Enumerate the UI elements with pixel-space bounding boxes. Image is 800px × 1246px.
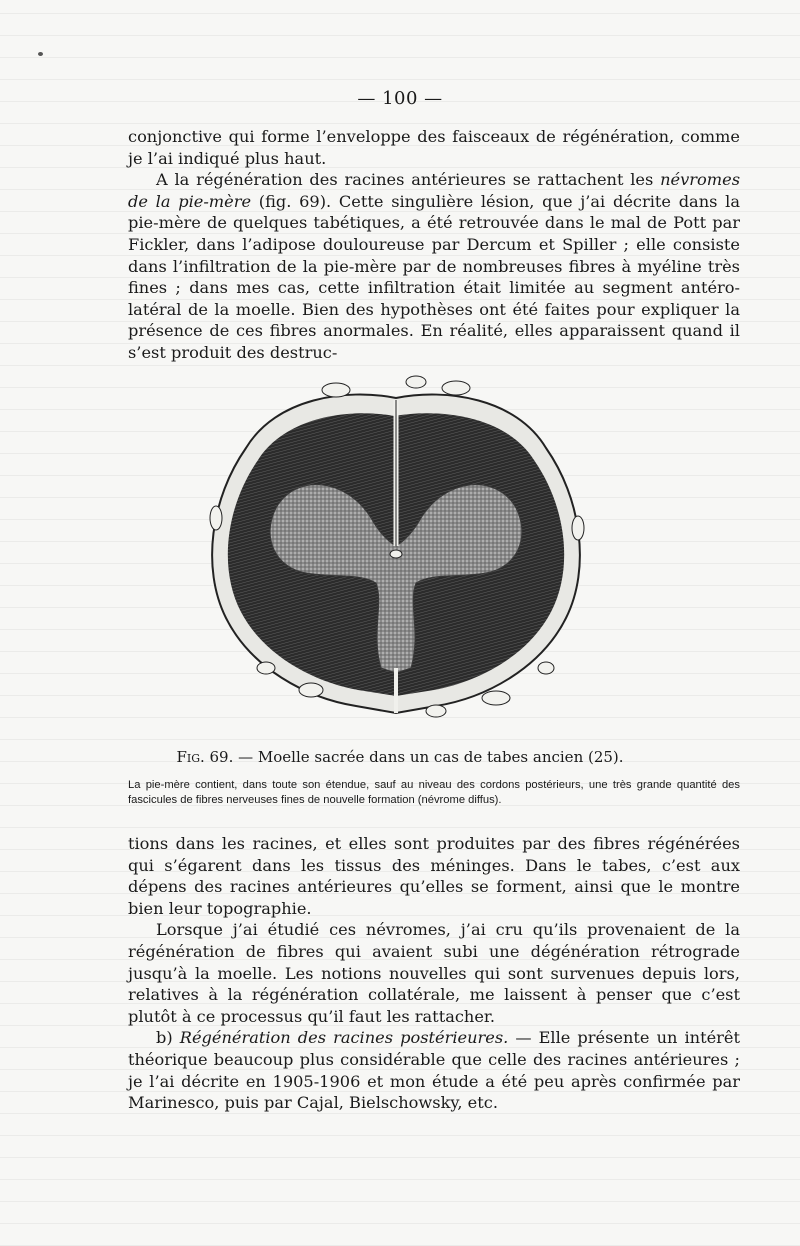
italic-heading-posterior-roots: Régénération des racines postérieures. (179, 1028, 509, 1048)
paragraph-regeneration: Lorsque j’ai étudié ces névromes, j’ai cru qu’ils provenaient de la régénération de fibres qui avaient subi une dégénération rétrograde jusqu’à la moelle. Les notions nouvelles qui sont survenues depuis lors, relatives à la régénération collatérale, me laissent à penser que c’est plutôt à ce processus qu’il faut les rattacher. (128, 920, 740, 1026)
spinal-cord-cross-section-illustration (186, 368, 606, 728)
body-text-bottom (128, 833, 740, 1114)
body-text-top (128, 126, 740, 364)
ink-speck (38, 52, 43, 56)
figure-title: Fig. 69. — Moelle sacrée dans un cas de tabes ancien (25). (176, 748, 624, 766)
paragraph-continuation: conjonctive qui forme l’enveloppe des faisceaux de régénération, comme je l’ai indiqué plus haut. (128, 127, 740, 168)
paragraph-posterior-roots: b) Régénération des racines postérieures. — Elle présente un intérêt théorique beaucoup plus considérable que celle des racines antérieures ; je l’ai décrite en 1905-1906 et mon étude a été peu après confirmée par Marinesco, puis par Cajal, Bielschowsky, etc. (128, 1028, 741, 1113)
italic-term-nevromes: névromes de la pie-mère (128, 170, 740, 211)
figure-label: Fig. 69. (176, 748, 234, 766)
paragraph-nevromes: A la régénération des racines antérieures se rattachent les névromes de la pie-mère (fig. 69). Cette singulière lésion, que j’ai décrite dans la pie-mère de quelques tabétiques, a été retrouvée dans le mal de Pott par Fickler, dans l’adipose douloureuse par Dercum et Spiller ; elle consiste dans l’infiltration de la pie-mère par de nombreuses fibres à myéline très fines ; dans mes cas, cette infiltration était limitée au segment antéro-latéral de la moelle. Bien des hypothèses ont été faites pour expliquer la présence de ces fibres anormales. En réalité, elles apparaissent quand il s’est produit des destruc- (128, 170, 740, 362)
page-number: — 100 — (357, 88, 443, 109)
paragraph-continuation-2: tions dans les racines, et elles sont produites par des fibres régénérées qui s’égarent dans les tissus des méninges. Dans le tabes, c’est aux dépens des racines antérieures qu’elles se forment, ainsi que le montre bien leur topographie. (128, 834, 740, 918)
figure-caption: La pie-mère contient, dans toute son étendue, sauf au niveau des cordons postérieurs, une très grande quantité des fascicules de fibres nerveuses fines de nouvelle formation (névrome diffus). (128, 779, 740, 806)
